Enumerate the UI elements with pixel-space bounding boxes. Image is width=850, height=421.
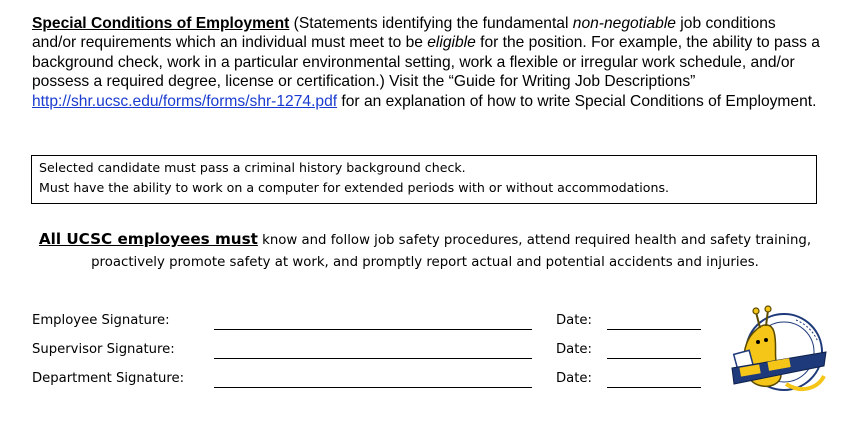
safety-statement [20, 228, 830, 274]
intro-emphasis-eligible: eligible [427, 34, 476, 52]
employee-signature-row [32, 313, 712, 335]
department-signature-line[interactable] [214, 387, 532, 388]
safety-text-line-2: proactively promote safety at work, and promptly report actual and potential accidents and injuries. [91, 255, 759, 270]
condition-line-computer-work: Must have the ability to work on a computer for extended periods with or without accommodations. [39, 180, 670, 195]
banana-slug-seal-icon [726, 302, 830, 406]
supervisor-date-line[interactable] [607, 358, 701, 359]
special-conditions-section [32, 14, 822, 111]
special-conditions-heading: Special Conditions of Employment [32, 15, 290, 32]
supervisor-signature-line[interactable] [214, 358, 532, 359]
department-signature-label: Department Signature: [32, 371, 185, 386]
intro-text-3: for the position. For example, the ability to pass a background check, work in a particular environmental setting, work a flexible or irregular work schedule, and/or possess a required degree, license or certification.) Visit the “Guide for Writing Job Descriptions” [32, 34, 820, 91]
employee-signature-label: Employee Signature: [32, 313, 170, 328]
supervisor-date-label: Date: [556, 342, 592, 357]
guide-link[interactable]: http://shr.ucsc.edu/forms/forms/shr-1274.pdf [32, 92, 338, 110]
safety-text-line-1: know and follow job safety procedures, attend required health and safety training, [257, 233, 812, 248]
safety-lead: All UCSC employees must [38, 230, 258, 248]
supervisor-signature-label: Supervisor Signature: [32, 342, 175, 357]
employee-signature-line[interactable] [214, 329, 532, 330]
condition-line-background-check: Selected candidate must pass a criminal history background check. [39, 160, 466, 175]
supervisor-signature-row [32, 342, 712, 364]
employee-date-label: Date: [556, 313, 592, 328]
department-signature-row [32, 371, 712, 393]
intro-emphasis-non-negotiable: non-negotiable [572, 15, 676, 32]
intro-text-2: job conditions and/or requirements which an individual must meet to be [32, 15, 776, 52]
intro-text-1: (Statements identifying the fundamental [289, 15, 573, 32]
employee-date-line[interactable] [607, 329, 701, 330]
department-date-line[interactable] [607, 387, 701, 388]
conditions-box [31, 155, 817, 204]
department-date-label: Date: [556, 371, 592, 386]
intro-text-4: for an explanation of how to write Special Conditions of Employment. [337, 92, 817, 110]
